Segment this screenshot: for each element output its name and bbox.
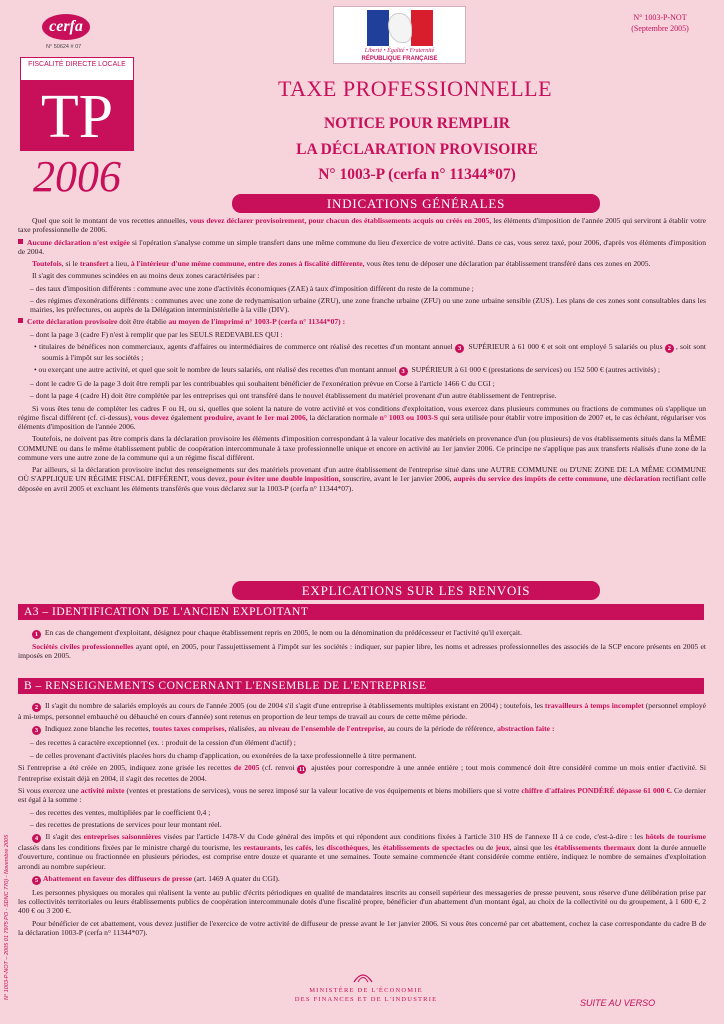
marianne-logo	[333, 6, 466, 64]
paragraph: Cette déclaration provisoire doit être établie au moyen de l'imprimé n° 1003-P (cerfa n° 11344*07) :	[18, 317, 706, 326]
tp-logo: TP	[20, 81, 134, 151]
b-section	[18, 701, 706, 940]
devise-text: Liberté • Égalité • Fraternité	[364, 48, 435, 54]
paragraph: Si l'entreprise a été créée en 2005, indiquez zone grisée les recettes de 2005 (cf. renvoi 11 ajustées pour correspondre à une année entière ; tout mois commencé doit être considéré comme un mois entier d'activité. Si l'entreprise existait déjà en 2004, il s'agit des recettes de 2004.	[18, 762, 706, 783]
renvoi-3-icon: 3	[399, 367, 408, 376]
paragraph: Pour bénéficier de cet abattement, vous devez justifier de l'exercice de votre activité de diffuseur de presse avant le 1er janvier 2006. Si vous êtes concerné par cet abattement, cochez la case correspondante du cadre B de la déclaration 1003-P (cerfa n° 11344*07).	[18, 918, 706, 937]
paragraph: Par ailleurs, si la déclaration provisoire inclut des renseignements sur des matériels provenant d'un autre établissement de l'entreprise situé dans une AUTRE COMMUNE ou D'UNE ZONE DE LA MÊME COMMUNE OÙ S'APPLIQUE UN RÉGIME FISCAL DIFFÉRENT, vous devez, pour éviter une double imposition, souscrire, avant le 1er janvier 2006, auprès du service des impôts de cette commune, une déclaration rectifiant celle déposée en avril 2005 et excluant les éléments transférés que vous déclarez sur la 1003-P (cerfa n° 11344*07).	[18, 465, 706, 493]
paragraph: Quel que soit le montant de vos recettes annuelles, vous devez déclarer provisoirement, pour chacun des établissements acquis ou créés en 2005, les éléments d'imposition de l'année 2005 qui serviront à établir votre taxe professionnelle de 2006.	[18, 216, 706, 235]
paragraph: Si vous exercez une activité mixte (ventes et prestations de services), vous ne serez imposé sur la valeur locative de vos équipements et biens mobiliers que si votre chiffre d'affaires PONDÉRÉ dépasse 61 000 €. Ce dernier est égal à la somme :	[18, 786, 706, 805]
subtitle-1: NOTICE POUR REMPLIR	[323, 115, 510, 132]
list-item: – des régimes d'exonérations différents : communes avec une zone de redynamisation urbaine (ZRU), une zone franche urbaine (ZFU) ou une zone urbaine sensible (ZUS). Les plans de ces zones sont consultables dans les mairies, les préfectures, ou auprès de la Délégation interministérielle à la ville (DIV).	[30, 295, 706, 314]
section-header-b: B – RENSEIGNEMENTS CONCERNANT L'ENSEMBLE DE L'ENTREPRISE	[18, 678, 704, 694]
paragraph: 3 Indiquez zone blanche les recettes, toutes taxes comprises, réalisées, au niveau de l'ensemble de l'entreprise, au cours de la période de référence, abstraction faite :	[18, 724, 706, 735]
list-item: – dont le cadre G de la page 3 doit être rempli par les contribuables qui souhaitent bénéficier de l'exonération prévue en Corse à l'article 1466 C du CGI ;	[30, 379, 495, 388]
suite-au-verso: SUITE AU VERSO	[580, 998, 656, 1008]
ref-number: N° 1003-P-NOT	[633, 13, 687, 22]
ministry-line-2: DES FINANCES ET DE L'INDUSTRIE	[294, 996, 438, 1003]
section-band-general: INDICATIONS GÉNÉRALES	[232, 194, 600, 213]
page-title: TAXE PROFESSIONNELLE	[277, 76, 553, 101]
paragraph: 4 Il s'agit des entreprises saisonnières visées par l'article 1478-V du Code général des impôts et qui répondent aux conditions fixées à l'article 310 HS de l'annexe II à ce code, c'est-à-dire : les hôtels de tourisme classés dans les conditions fixées par le ministre chargé du tourisme, les restaurants, les cafés, les discothèques, les établissements de spectacles ou de jeux, ainsi que les établissements thermaux dont la durée annuelle d'ouverture, continue ou fractionnée en plusieurs périodes, est comprise entre douze et quarante et une semaines. Toute semaine commencée étant considérée comme entière, indiquez le nombre de semaines d'exploitation arrondi au nombre supérieur.	[18, 832, 706, 871]
renvoi-4-icon: 4	[32, 834, 41, 843]
renvoi-3-icon: 3	[32, 726, 41, 735]
renvoi-5-icon: 5	[32, 876, 41, 885]
ministry-line-1: MINISTÈRE DE L'ÉCONOMIE	[309, 987, 423, 994]
general-section	[18, 216, 706, 496]
bullet-square-icon	[18, 239, 23, 244]
paragraph: Toutefois, si le transfert a lieu, à l'intérieur d'une même commune, entre des zones à fiscalité différente, vous êtes tenu de déposer une déclaration par établissement transféré dans ces zones en 2005.	[32, 259, 651, 268]
side-reference: N° 1003-P-NOT – 2005 01 7975 PO - SDNC 770) - Novembre 2005	[4, 834, 10, 1000]
paragraph: Les personnes physiques ou morales qui réalisent la vente au public d'écrits périodiques en qualité de mandataires inscrits au conseil supérieur des messageries de presse peuvent, sous réserve d'une délibération prise par les collectivités territoriales ou leurs établissements publics de coopération intercommunale dotés d'une fiscalité propre, bénéficier d'un abattement d'un montant égal, au choix de la collectivité ou du groupement, à 1 600 €, 2 400 € ou 3 200 €.	[18, 887, 706, 916]
paragraph: Si vous êtes tenu de compléter les cadres F ou H, ou si, quelles que soient la nature de votre activité et vos conditions d'exploitation, vous exercez dans plusieurs communes ou fractions de communes où s'applique un régime fiscal différent (cf. ci-dessus), vous devez également produire, avant le 1er mai 2006, la déclaration normale n° 1003 ou 1003-S qui sera utilisée pour établir votre imposition de 2007 et, le cas échéant, régulariser vos éléments d'imposition de l'année 2006.	[18, 403, 707, 431]
republique-text: RÉPUBLIQUE FRANÇAISE	[361, 56, 438, 62]
renvoi-1-icon: 1	[32, 630, 41, 639]
list-item: – des taux d'imposition différents : commune avec une zone d'activités économiques (ZAE) à taux d'imposition différent du reste de la commune ;	[30, 283, 474, 293]
renvoi-3-icon: 3	[455, 344, 464, 353]
list-item: • titulaires de bénéfices non commerciaux, agents d'affaires ou intermédiaires de commerce ont réalisé des recettes d'un montant annuel 3 SUPÉRIEUR à 61 000 € et soit ont employé 5 salariés ou plus 2 , soit sont soumis à l'impôt sur les sociétés ;	[34, 341, 706, 362]
cerfa-number: N° 50624 # 07	[46, 44, 82, 50]
list-item: – de celles provenant d'activités placées hors du champ d'application, ou exonérées de la taxe professionnelle à titre permanent.	[30, 750, 417, 760]
renvoi-2-icon: 2	[32, 703, 41, 712]
list-item: – des recettes des ventes, multipliées par le coefficient 0,4 ;	[30, 807, 211, 817]
list-item: – des recettes à caractère exceptionnel (ex. : produit de la cession d'un élément d'actif) ;	[30, 738, 296, 748]
ref-date: (Septembre 2005)	[631, 24, 689, 33]
marianne-icon	[367, 10, 433, 46]
paragraph: 2 Il s'agit du nombre de salariés employés au cours de l'année 2005 (ou de 2004 s'il s'agit d'une entreprise à établissements multiples existant en 2004) ; toutefois, les travailleurs à temps incomplet (personnel employé à mi-temps, personnel embauché ou débauché en cours d'année) sont retenus en proportion de leur temps de travail au cours de cette même période.	[18, 701, 706, 721]
list-item: • ou exerçant une autre activité, et quel que soit le nombre de leurs salariés, ont réalisé des recettes d'un montant annuel 3 SUPÉRIEUR à 61 000 € (prestations de services) ou 152 500 € (autres activités) ;	[34, 365, 660, 375]
ministry-name	[286, 986, 446, 1004]
cerfa-logo: cerfa	[42, 14, 90, 40]
paragraph: Il s'agit des communes scindées en au moins deux zones caractérisées par :	[32, 271, 260, 281]
form-reference	[610, 12, 710, 34]
renvoi-11-icon: 11	[298, 765, 306, 773]
list-item: – dont la page 3 (cadre F) n'est à remplir que par les SEULS REDEVABLES QUI :	[30, 329, 283, 339]
paragraph: Aucune déclaration n'est exigée si l'opération s'analyse comme un simple transfert dans une même commune du lieu d'exercice de votre activité. Dans ce cas, vous serez taxé, pour 2006, d'après vos éléments d'imposition de 2004.	[18, 237, 706, 256]
list-item: – dont la page 4 (cadre H) doit être complétée par les entreprises qui ont transféré dans le nouvel établissement du matériel provenant d'un autre établissement de l'entreprise.	[30, 391, 557, 401]
paragraph: Toutefois, ne doivent pas être compris dans la déclaration provisoire les éléments d'imposition correspondant à la valeur locative des matériels en provenance d'un (ou plusieurs) de vos établissements situés dans la MÊME COMMUNE ou dans le même établissement public de coopération intercommunale à taxe professionnelle unique et encore en activité au 1er janvier 2006. Ce principe ne s'applique pas aux transferts réalisés d'une zone de la commune vers une autre zone de la commune qui a un régime fiscal différent.	[18, 434, 706, 462]
paragraph: 5 Abattement en faveur des diffuseurs de presse (art. 1469 A quater du CGI).	[18, 874, 706, 885]
section-band-renvois: EXPLICATIONS SUR LES RENVOIS	[232, 581, 600, 600]
paragraph: Sociétés civiles professionnelles ayant opté, en 2005, pour l'assujettissement à l'impôt sur les sociétés : indiquer, sur papier libre, les noms et adresses professionnelles des associés de la SCP encore présents en 2005 et imposés en 2005.	[18, 642, 706, 661]
subtitle-3: N° 1003-P (cerfa n° 11344*07)	[318, 166, 516, 183]
bullet-square-icon	[18, 318, 23, 323]
list-item: – des recettes de prestations de services pour leur montant réel.	[30, 819, 222, 829]
a3-section	[18, 628, 706, 664]
section-header-a3: A3 – IDENTIFICATION DE L'ANCIEN EXPLOITANT	[18, 604, 704, 620]
paragraph: 1 En cas de changement d'exploitant, désignez pour chaque établissement repris en 2005, le nom ou la dénomination du prédécesseur et l'activité qu'il exerçait.	[18, 628, 706, 639]
fiscalite-label: FISCALITÉ DIRECTE LOCALE	[20, 57, 134, 81]
ministry-emblem-icon	[352, 970, 374, 984]
renvoi-2-icon: 2	[665, 344, 674, 353]
subtitle-2: LA DÉCLARATION PROVISOIRE	[296, 141, 538, 158]
year-label: 2006	[33, 152, 121, 201]
